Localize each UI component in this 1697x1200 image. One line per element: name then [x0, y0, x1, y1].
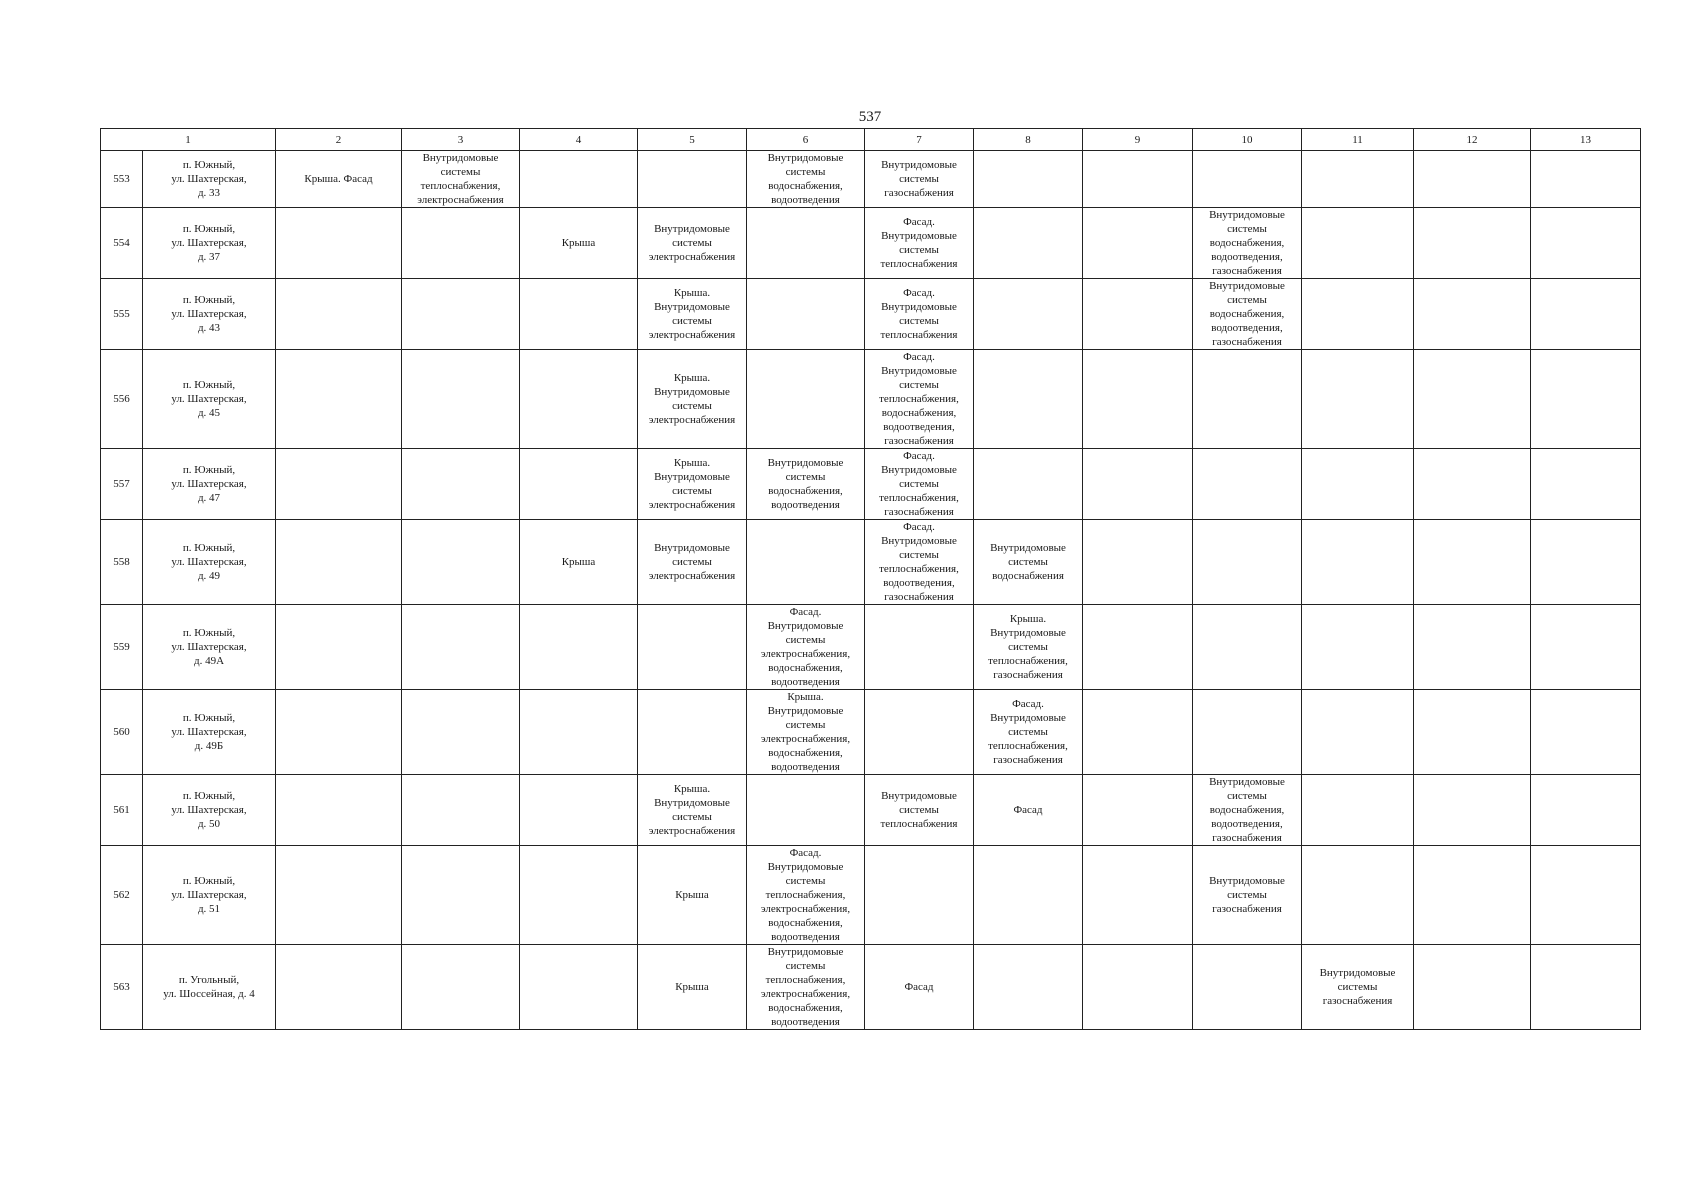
col4-cell [520, 350, 638, 449]
address-cell: п. Угольный, ул. Шоссейная, д. 4 [143, 945, 276, 1030]
col5-cell [638, 151, 747, 208]
column-header: 2 [276, 129, 402, 151]
col5-cell: Крыша. Внутридомовые системы электроснабжения [638, 350, 747, 449]
table-row [101, 846, 1641, 945]
col11-cell [1302, 846, 1414, 945]
col10-cell [1193, 690, 1302, 775]
col2-cell [276, 605, 402, 690]
col10-cell [1193, 605, 1302, 690]
col13-cell [1531, 279, 1641, 350]
col2-cell [276, 520, 402, 605]
col9-cell [1083, 350, 1193, 449]
col13-cell [1531, 208, 1641, 279]
col8-cell: Внутридомовые системы водоснабжения [974, 520, 1083, 605]
col5-cell [638, 605, 747, 690]
col8-cell [974, 151, 1083, 208]
col7-cell: Фасад. Внутридомовые системы теплоснабжения, водоснабжения, водоотведения, газоснабжения [865, 350, 974, 449]
col5-cell: Крыша. Внутридомовые системы электроснабжения [638, 775, 747, 846]
col11-cell [1302, 279, 1414, 350]
col3-cell [402, 945, 520, 1030]
column-header: 10 [1193, 129, 1302, 151]
column-header: 8 [974, 129, 1083, 151]
col7-cell: Фасад. Внутридомовые системы теплоснабжения [865, 279, 974, 350]
table-row [101, 775, 1641, 846]
col12-cell [1414, 846, 1531, 945]
address-cell: п. Южный, ул. Шахтерская, д. 51 [143, 846, 276, 945]
col2-cell [276, 945, 402, 1030]
col13-cell [1531, 846, 1641, 945]
row-number: 562 [101, 846, 143, 945]
col4-cell [520, 945, 638, 1030]
column-header: 3 [402, 129, 520, 151]
col12-cell [1414, 350, 1531, 449]
col2-cell [276, 350, 402, 449]
col10-cell: Внутридомовые системы водоснабжения, водоотведения, газоснабжения [1193, 279, 1302, 350]
col4-cell [520, 151, 638, 208]
col11-cell [1302, 208, 1414, 279]
col9-cell [1083, 690, 1193, 775]
address-cell: п. Южный, ул. Шахтерская, д. 45 [143, 350, 276, 449]
col13-cell [1531, 520, 1641, 605]
col6-cell: Внутридомовые системы водоснабжения, водоотведения [747, 151, 865, 208]
col6-cell: Фасад. Внутридомовые системы теплоснабжения, электроснабжения, водоснабжения, водоотведения [747, 846, 865, 945]
col7-cell: Внутридомовые системы газоснабжения [865, 151, 974, 208]
row-number: 557 [101, 449, 143, 520]
col11-cell [1302, 449, 1414, 520]
col5-cell [638, 690, 747, 775]
col2-cell [276, 846, 402, 945]
col6-cell [747, 208, 865, 279]
table-row [101, 151, 1641, 208]
col11-cell: Внутридомовые системы газоснабжения [1302, 945, 1414, 1030]
col5-cell: Крыша. Внутридомовые системы электроснабжения [638, 279, 747, 350]
col8-cell: Фасад [974, 775, 1083, 846]
col11-cell [1302, 520, 1414, 605]
col12-cell [1414, 279, 1531, 350]
column-header: 9 [1083, 129, 1193, 151]
col3-cell [402, 449, 520, 520]
col2-cell [276, 449, 402, 520]
col7-cell [865, 846, 974, 945]
col13-cell [1531, 605, 1641, 690]
col12-cell [1414, 690, 1531, 775]
col10-cell: Внутридомовые системы водоснабжения, водоотведения, газоснабжения [1193, 775, 1302, 846]
col8-cell [974, 846, 1083, 945]
col6-cell: Фасад. Внутридомовые системы электроснабжения, водоснабжения, водоотведения [747, 605, 865, 690]
address-cell: п. Южный, ул. Шахтерская, д. 37 [143, 208, 276, 279]
column-header: 11 [1302, 129, 1414, 151]
col4-cell: Крыша [520, 520, 638, 605]
col8-cell [974, 449, 1083, 520]
col12-cell [1414, 945, 1531, 1030]
col9-cell [1083, 846, 1193, 945]
col9-cell [1083, 775, 1193, 846]
col6-cell [747, 350, 865, 449]
col5-cell: Крыша [638, 846, 747, 945]
row-number: 558 [101, 520, 143, 605]
col8-cell [974, 279, 1083, 350]
address-cell: п. Южный, ул. Шахтерская, д. 43 [143, 279, 276, 350]
table-row [101, 279, 1641, 350]
col13-cell [1531, 945, 1641, 1030]
row-number: 553 [101, 151, 143, 208]
col6-cell [747, 279, 865, 350]
table-row [101, 605, 1641, 690]
col11-cell [1302, 350, 1414, 449]
col13-cell [1531, 449, 1641, 520]
row-number: 561 [101, 775, 143, 846]
col7-cell: Внутридомовые системы теплоснабжения [865, 775, 974, 846]
col10-cell: Внутридомовые системы газоснабжения [1193, 846, 1302, 945]
column-header: 5 [638, 129, 747, 151]
col3-cell [402, 279, 520, 350]
col4-cell [520, 846, 638, 945]
col10-cell [1193, 945, 1302, 1030]
col9-cell [1083, 279, 1193, 350]
col7-cell [865, 605, 974, 690]
col3-cell [402, 690, 520, 775]
col7-cell: Фасад. Внутридомовые системы теплоснабжения [865, 208, 974, 279]
col3-cell [402, 846, 520, 945]
repair-schedule-table [100, 128, 1641, 1030]
col9-cell [1083, 520, 1193, 605]
col6-cell: Внутридомовые системы водоснабжения, водоотведения [747, 449, 865, 520]
col2-cell: Крыша. Фасад [276, 151, 402, 208]
row-number: 559 [101, 605, 143, 690]
col3-cell: Внутридомовые системы теплоснабжения, электроснабжения [402, 151, 520, 208]
col4-cell [520, 690, 638, 775]
col10-cell: Внутридомовые системы водоснабжения, водоотведения, газоснабжения [1193, 208, 1302, 279]
col9-cell [1083, 605, 1193, 690]
row-number: 563 [101, 945, 143, 1030]
col8-cell: Крыша. Внутридомовые системы теплоснабжения, газоснабжения [974, 605, 1083, 690]
col13-cell [1531, 350, 1641, 449]
col8-cell: Фасад. Внутридомовые системы теплоснабжения, газоснабжения [974, 690, 1083, 775]
col9-cell [1083, 945, 1193, 1030]
address-cell: п. Южный, ул. Шахтерская, д. 50 [143, 775, 276, 846]
column-header: 13 [1531, 129, 1641, 151]
col7-cell: Фасад. Внутридомовые системы теплоснабжения, газоснабжения [865, 449, 974, 520]
col12-cell [1414, 151, 1531, 208]
header-row [101, 129, 1641, 151]
col9-cell [1083, 449, 1193, 520]
row-number: 555 [101, 279, 143, 350]
col11-cell [1302, 151, 1414, 208]
col8-cell [974, 208, 1083, 279]
col9-cell [1083, 151, 1193, 208]
col13-cell [1531, 151, 1641, 208]
address-cell: п. Южный, ул. Шахтерская, д. 47 [143, 449, 276, 520]
col4-cell: Крыша [520, 208, 638, 279]
col7-cell: Фасад [865, 945, 974, 1030]
row-number: 560 [101, 690, 143, 775]
col12-cell [1414, 775, 1531, 846]
col2-cell [276, 279, 402, 350]
col3-cell [402, 208, 520, 279]
table-row [101, 208, 1641, 279]
address-cell: п. Южный, ул. Шахтерская, д. 49Б [143, 690, 276, 775]
col7-cell: Фасад. Внутридомовые системы теплоснабжения, водоотведения, газоснабжения [865, 520, 974, 605]
col6-cell: Внутридомовые системы теплоснабжения, электроснабжения, водоснабжения, водоотведения [747, 945, 865, 1030]
col8-cell [974, 350, 1083, 449]
col10-cell [1193, 350, 1302, 449]
page-number: 537 [858, 109, 882, 125]
column-header: 7 [865, 129, 974, 151]
column-header: 4 [520, 129, 638, 151]
col4-cell [520, 775, 638, 846]
col9-cell [1083, 208, 1193, 279]
row-number: 554 [101, 208, 143, 279]
col12-cell [1414, 605, 1531, 690]
address-cell: п. Южный, ул. Шахтерская, д. 33 [143, 151, 276, 208]
table-row [101, 690, 1641, 775]
col5-cell: Крыша. Внутридомовые системы электроснабжения [638, 449, 747, 520]
col11-cell [1302, 775, 1414, 846]
table-row [101, 350, 1641, 449]
col12-cell [1414, 520, 1531, 605]
table-row [101, 945, 1641, 1030]
col10-cell [1193, 520, 1302, 605]
col4-cell [520, 279, 638, 350]
column-header: 1 [101, 129, 276, 151]
address-cell: п. Южный, ул. Шахтерская, д. 49А [143, 605, 276, 690]
col4-cell [520, 605, 638, 690]
col10-cell [1193, 151, 1302, 208]
col5-cell: Крыша [638, 945, 747, 1030]
table-row [101, 449, 1641, 520]
col5-cell: Внутридомовые системы электроснабжения [638, 520, 747, 605]
col6-cell [747, 775, 865, 846]
col11-cell [1302, 605, 1414, 690]
col13-cell [1531, 690, 1641, 775]
col13-cell [1531, 775, 1641, 846]
col2-cell [276, 690, 402, 775]
col10-cell [1193, 449, 1302, 520]
col11-cell [1302, 690, 1414, 775]
col2-cell [276, 775, 402, 846]
col7-cell [865, 690, 974, 775]
col3-cell [402, 775, 520, 846]
row-number: 556 [101, 350, 143, 449]
col2-cell [276, 208, 402, 279]
address-cell: п. Южный, ул. Шахтерская, д. 49 [143, 520, 276, 605]
column-header: 6 [747, 129, 865, 151]
col3-cell [402, 520, 520, 605]
table-row [101, 520, 1641, 605]
col12-cell [1414, 449, 1531, 520]
col3-cell [402, 605, 520, 690]
col6-cell [747, 520, 865, 605]
col4-cell [520, 449, 638, 520]
col3-cell [402, 350, 520, 449]
col5-cell: Внутридомовые системы электроснабжения [638, 208, 747, 279]
col12-cell [1414, 208, 1531, 279]
column-header: 12 [1414, 129, 1531, 151]
col6-cell: Крыша. Внутридомовые системы электроснабжения, водоснабжения, водоотведения [747, 690, 865, 775]
col8-cell [974, 945, 1083, 1030]
